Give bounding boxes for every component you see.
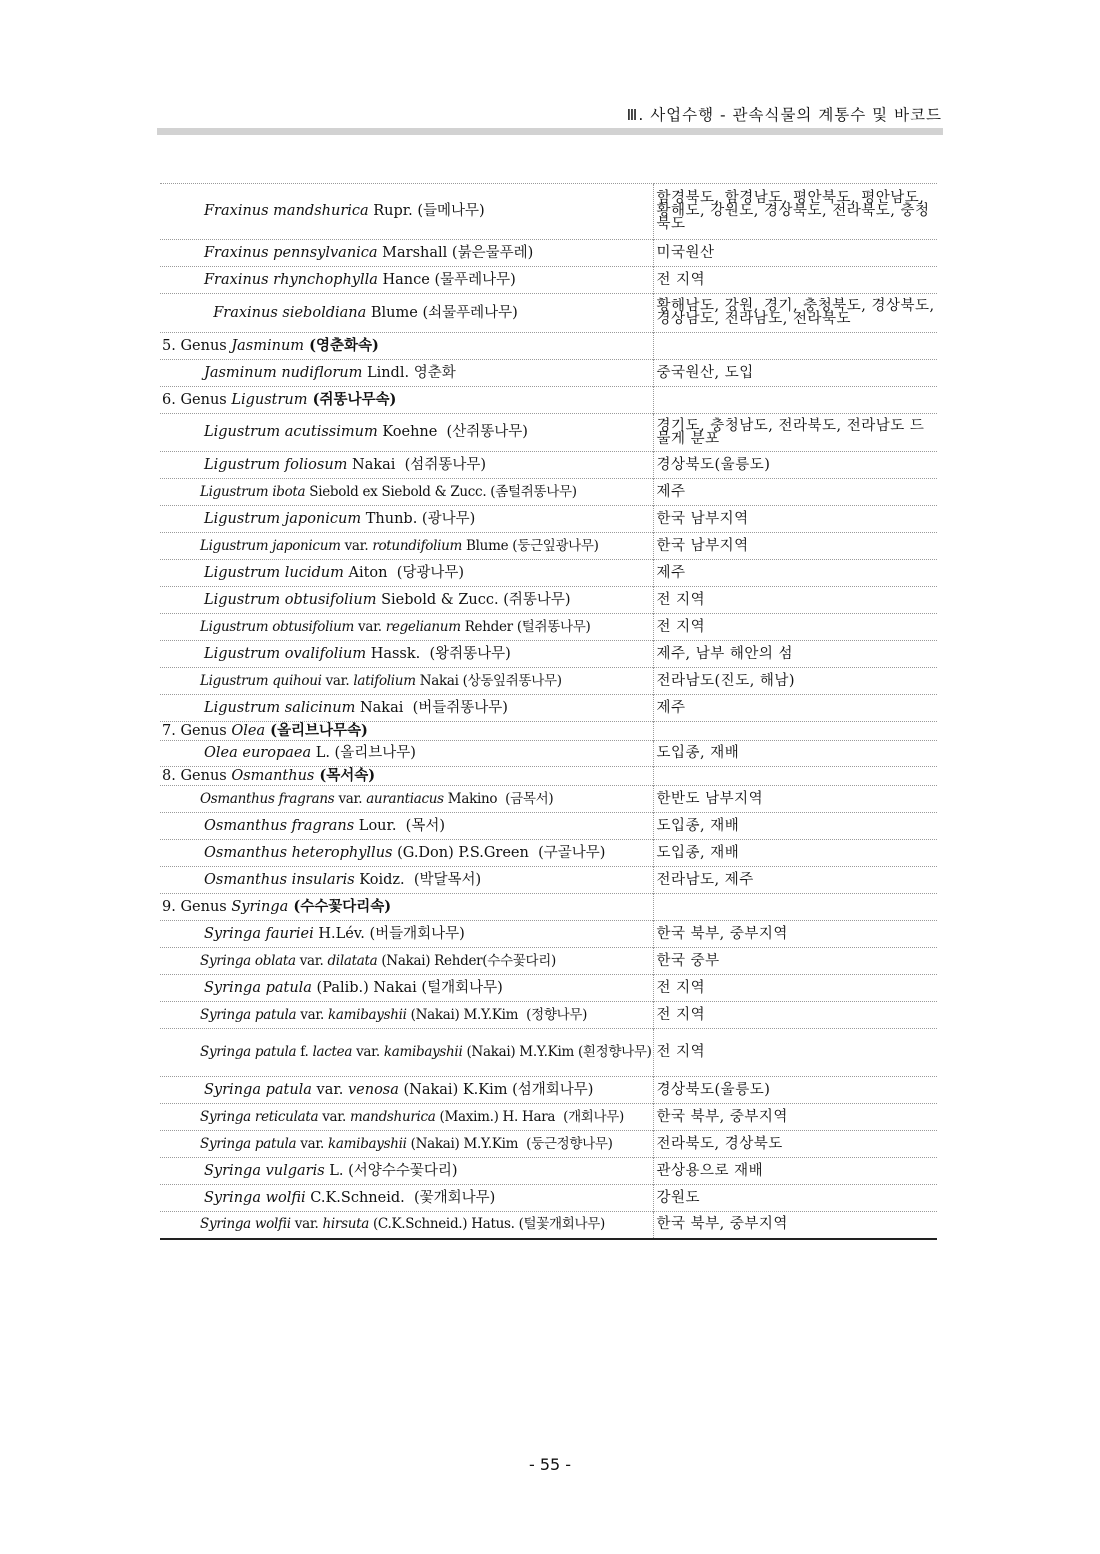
genus-row bbox=[160, 894, 937, 921]
scientific-name-part: lactea bbox=[312, 1044, 353, 1060]
species-name bbox=[160, 533, 653, 560]
name-text-part: Siebold & Zucc. (쥐똥나무) bbox=[376, 591, 571, 608]
table-row bbox=[160, 786, 937, 813]
table-row bbox=[160, 1131, 937, 1158]
genus-row bbox=[160, 722, 937, 741]
scientific-name-part: Ligustrum foliosum bbox=[204, 456, 348, 473]
species-name bbox=[160, 452, 653, 479]
table-row bbox=[160, 1002, 937, 1029]
distribution-cell: 도입종, 재배 bbox=[653, 813, 937, 840]
table-row bbox=[160, 975, 937, 1002]
distribution-cell bbox=[653, 722, 937, 741]
distribution-cell: 전 지역 bbox=[653, 1002, 937, 1029]
name-text-part: var. bbox=[290, 1216, 323, 1233]
name-text-part: L. (올리브나무) bbox=[311, 745, 416, 761]
species-name bbox=[160, 1185, 653, 1212]
species-name bbox=[160, 1029, 653, 1077]
name-text-part: var. bbox=[318, 1108, 350, 1125]
table-row bbox=[160, 1077, 937, 1104]
table-row bbox=[160, 533, 937, 560]
name-text-part: var. bbox=[321, 672, 354, 689]
distribution-cell: 한국 중부 bbox=[653, 948, 937, 975]
name-text-part: (C.K.Schneid.) Hatus. (털꽃개회나무) bbox=[368, 1216, 605, 1233]
table-row bbox=[160, 948, 937, 975]
header-rule bbox=[157, 128, 943, 135]
table-row bbox=[160, 452, 937, 479]
distribution-cell bbox=[653, 387, 937, 414]
scientific-name-part: Osmanthus insularis bbox=[204, 871, 355, 888]
name-text-part: var. bbox=[340, 537, 373, 554]
species-name bbox=[160, 1212, 653, 1239]
name-text-part: Koidz. (박달목서) bbox=[354, 871, 482, 888]
table-row bbox=[160, 506, 937, 533]
scientific-name-part: latifolium bbox=[353, 672, 416, 689]
table-row bbox=[160, 668, 937, 695]
distribution-cell bbox=[653, 333, 937, 360]
scientific-name-part: Fraxinus rhynchophylla bbox=[204, 271, 378, 288]
species-name bbox=[160, 786, 653, 813]
name-text-part: var. bbox=[296, 1135, 329, 1152]
distribution-cell: 한국 북부, 중부지역 bbox=[653, 921, 937, 948]
genus-name bbox=[160, 387, 653, 414]
name-text-part: (Palib.) Nakai (털개회나무) bbox=[311, 979, 503, 996]
table-row bbox=[160, 641, 937, 668]
table-row bbox=[160, 840, 937, 867]
scientific-name-part: Ligustrum japonicum bbox=[200, 537, 341, 554]
genus-row bbox=[160, 333, 937, 360]
table-row bbox=[160, 695, 937, 722]
scientific-name-part: Fraxinus sieboldiana bbox=[204, 304, 367, 321]
distribution-cell: 한국 북부, 중부지역 bbox=[653, 1212, 937, 1239]
distribution-cell: 경기도, 충청남도, 전라북도, 전라남도 드물게 분포 bbox=[653, 414, 937, 452]
name-text-part: var. bbox=[354, 618, 386, 635]
species-name bbox=[160, 975, 653, 1002]
distribution-cell: 제주, 남부 해안의 섬 bbox=[653, 641, 937, 668]
scientific-name-part: Syringa vulgaris bbox=[204, 1162, 325, 1179]
distribution-cell: 전 지역 bbox=[653, 587, 937, 614]
scientific-name-part: Jasminum bbox=[231, 338, 305, 354]
table-row bbox=[160, 184, 937, 240]
species-name bbox=[160, 1158, 653, 1185]
name-text-part: 9. Genus bbox=[162, 899, 232, 915]
name-text-part: Rehder (털쥐똥나무) bbox=[460, 618, 591, 635]
species-name bbox=[160, 948, 653, 975]
species-name bbox=[160, 695, 653, 722]
scientific-name-part: Syringa patula bbox=[200, 1044, 297, 1060]
species-name bbox=[160, 813, 653, 840]
name-text-part: (쥐똥나무속) bbox=[307, 391, 397, 408]
species-name bbox=[160, 1077, 653, 1104]
species-name bbox=[160, 840, 653, 867]
scientific-name-part: Ligustrum lucidum bbox=[204, 564, 344, 581]
scientific-name-part: dilatata bbox=[327, 952, 378, 969]
scientific-name-part: Syringa fauriei bbox=[204, 925, 314, 942]
species-table bbox=[160, 183, 937, 1240]
name-text-part: var. bbox=[352, 1044, 384, 1060]
name-text-part: f. bbox=[296, 1044, 313, 1060]
name-text-part: (올리브나무속) bbox=[265, 722, 368, 739]
name-text-part: Blume (쇠물푸레나무) bbox=[366, 304, 518, 321]
distribution-cell bbox=[653, 767, 937, 786]
distribution-cell bbox=[653, 894, 937, 921]
species-name bbox=[160, 587, 653, 614]
distribution-cell: 제주 bbox=[653, 695, 937, 722]
name-text-part: (Nakai) M.Y.Kim (흰정향나무) bbox=[462, 1044, 652, 1060]
species-name bbox=[160, 867, 653, 894]
name-text-part: var. bbox=[311, 1081, 348, 1098]
scientific-name-part: Osmanthus heterophyllus bbox=[204, 844, 393, 861]
scientific-name-part: kamibayshii bbox=[383, 1044, 463, 1060]
scientific-name-part: Syringa bbox=[231, 899, 289, 915]
scientific-name-part: aurantiacus bbox=[366, 790, 444, 807]
name-text-part: H.Lév. (버들개회나무) bbox=[313, 925, 465, 942]
table-row bbox=[160, 1185, 937, 1212]
species-name bbox=[160, 506, 653, 533]
genus-row bbox=[160, 387, 937, 414]
name-text-part: Hassk. (왕쥐똥나무) bbox=[366, 645, 511, 662]
genus-row bbox=[160, 767, 937, 786]
scientific-name-part: Syringa patula bbox=[204, 1081, 312, 1098]
species-name bbox=[160, 479, 653, 506]
table-row bbox=[160, 360, 937, 387]
table-row bbox=[160, 560, 937, 587]
name-text-part: var. bbox=[295, 952, 328, 969]
table-row bbox=[160, 813, 937, 840]
distribution-cell: 한반도 남부지역 bbox=[653, 786, 937, 813]
scientific-name-part: Ligustrum salicinum bbox=[204, 699, 356, 716]
genus-name bbox=[160, 333, 653, 360]
distribution-cell: 관상용으로 재배 bbox=[653, 1158, 937, 1185]
name-text-part: var. bbox=[296, 1006, 329, 1023]
name-text-part: 8. Genus bbox=[162, 768, 232, 784]
name-text-part: Nakai (섬쥐똥나무) bbox=[347, 456, 486, 473]
name-text-part: (수수꽃다리속) bbox=[288, 898, 392, 915]
scientific-name-part: Ligustrum obtusifolium bbox=[200, 618, 355, 635]
scientific-name-part: Osmanthus fragrans bbox=[200, 790, 335, 807]
name-text-part: Aiton (당광나무) bbox=[343, 564, 465, 581]
name-text-part: 6. Genus bbox=[162, 392, 232, 408]
scientific-name-part: Fraxinus mandshurica bbox=[204, 203, 369, 219]
name-text-part: (Nakai) K.Kim (섬개회나무) bbox=[398, 1081, 594, 1098]
species-name bbox=[160, 414, 653, 452]
scientific-name-part: Olea bbox=[231, 723, 266, 739]
table-row bbox=[160, 587, 937, 614]
species-name bbox=[160, 614, 653, 641]
scientific-name-part: Osmanthus bbox=[231, 768, 315, 784]
name-text-part: Lindl. 영춘화 bbox=[362, 364, 456, 381]
species-name bbox=[160, 1104, 653, 1131]
species-name bbox=[160, 267, 653, 294]
species-name bbox=[160, 1131, 653, 1158]
name-text-part: 7. Genus bbox=[162, 723, 232, 739]
scientific-name-part: Olea europaea bbox=[204, 745, 312, 761]
distribution-cell: 강원도 bbox=[653, 1185, 937, 1212]
name-text-part: (G.Don) P.S.Green (구골나무) bbox=[392, 844, 606, 861]
name-text-part: (Nakai) M.Y.Kim (정향나무) bbox=[406, 1006, 588, 1023]
name-text-part: L. (서양수수꽃다리) bbox=[324, 1162, 458, 1179]
name-text-part: 5. Genus bbox=[162, 338, 232, 354]
table-row bbox=[160, 1158, 937, 1185]
table-row bbox=[160, 267, 937, 294]
table-row bbox=[160, 294, 937, 333]
scientific-name-part: Ligustrum ibota bbox=[200, 483, 306, 500]
table-row bbox=[160, 1029, 937, 1077]
distribution-cell: 한국 북부, 중부지역 bbox=[653, 1104, 937, 1131]
table-row bbox=[160, 240, 937, 267]
distribution-cell: 제주 bbox=[653, 560, 937, 587]
distribution-cell: 제주 bbox=[653, 479, 937, 506]
name-text-part: (목서속) bbox=[314, 767, 376, 784]
species-table-body bbox=[160, 184, 937, 1239]
name-text-part: (영춘화속) bbox=[304, 337, 379, 354]
genus-name bbox=[160, 767, 653, 786]
species-name bbox=[160, 240, 653, 267]
scientific-name-part: Syringa patula bbox=[200, 1135, 297, 1152]
name-text-part: (Nakai) Rehder(수수꽃다리) bbox=[377, 952, 556, 969]
species-name bbox=[160, 294, 653, 333]
distribution-cell: 전라북도, 경상북도 bbox=[653, 1131, 937, 1158]
name-text-part: Blume (둥근잎광나무) bbox=[462, 537, 599, 554]
name-text-part: Nakai (버들쥐똥나무) bbox=[355, 699, 508, 716]
table-row bbox=[160, 1104, 937, 1131]
scientific-name-part: Ligustrum acutissimum bbox=[204, 424, 378, 440]
species-name bbox=[160, 560, 653, 587]
scientific-name-part: hirsuta bbox=[322, 1216, 369, 1233]
table-row bbox=[160, 1212, 937, 1239]
scientific-name-part: mandshurica bbox=[349, 1108, 436, 1125]
name-text-part: Hance (물푸레나무) bbox=[377, 271, 516, 288]
name-text-part: Lour. (목서) bbox=[354, 817, 446, 834]
genus-name bbox=[160, 894, 653, 921]
distribution-cell: 전 지역 bbox=[653, 975, 937, 1002]
name-text-part: C.K.Schneid. (꽃개회나무) bbox=[305, 1189, 496, 1206]
scientific-name-part: Osmanthus fragrans bbox=[204, 817, 355, 834]
distribution-cell: 전라남도, 제주 bbox=[653, 867, 937, 894]
distribution-cell: 전 지역 bbox=[653, 1029, 937, 1077]
scientific-name-part: regelianum bbox=[385, 618, 461, 635]
species-name bbox=[160, 641, 653, 668]
species-name bbox=[160, 1002, 653, 1029]
scientific-name-part: Fraxinus pennsylvanica bbox=[204, 244, 378, 261]
name-text-part: Thunb. (광나무) bbox=[361, 510, 476, 527]
distribution-cell: 중국원산, 도입 bbox=[653, 360, 937, 387]
species-name bbox=[160, 360, 653, 387]
distribution-cell: 한국 남부지역 bbox=[653, 506, 937, 533]
distribution-cell: 경상북도(울릉도) bbox=[653, 452, 937, 479]
table-row bbox=[160, 741, 937, 767]
scientific-name-part: Syringa wolfii bbox=[200, 1216, 291, 1233]
name-text-part: var. bbox=[334, 790, 367, 807]
page-number: - 55 - bbox=[528, 1455, 572, 1474]
distribution-cell: 전라남도(진도, 해남) bbox=[653, 668, 937, 695]
name-text-part: Siebold ex Siebold & Zucc. (좀털쥐똥나무) bbox=[305, 483, 577, 500]
distribution-cell: 전 지역 bbox=[653, 614, 937, 641]
species-name bbox=[160, 741, 653, 767]
scientific-name-part: Ligustrum bbox=[231, 392, 308, 408]
name-text-part: Koehne (산쥐똥나무) bbox=[377, 424, 528, 440]
scientific-name-part: Syringa wolfii bbox=[204, 1189, 306, 1206]
distribution-cell: 도입종, 재배 bbox=[653, 840, 937, 867]
scientific-name-part: Jasminum nudiflorum bbox=[204, 364, 363, 381]
scientific-name-part: Syringa patula bbox=[204, 979, 312, 996]
table-row bbox=[160, 414, 937, 452]
species-name bbox=[160, 668, 653, 695]
scientific-name-part: venosa bbox=[347, 1081, 399, 1098]
scientific-name-part: Ligustrum japonicum bbox=[204, 510, 362, 527]
distribution-cell: 도입종, 재배 bbox=[653, 741, 937, 767]
distribution-cell: 황해남도, 강원, 경기, 충청북도, 경상북도, 경상남도, 전라남도, 전라북도 bbox=[653, 294, 937, 333]
scientific-name-part: kamibayshii bbox=[328, 1006, 407, 1023]
name-text-part: Makino (금목서) bbox=[443, 790, 554, 807]
distribution-cell: 경상북도(울릉도) bbox=[653, 1077, 937, 1104]
distribution-cell: 함경북도, 함경남도, 평안북도, 평안남도, 황해도, 강원도, 경상북도, 전라북도, 충청북도 bbox=[653, 184, 937, 240]
genus-name bbox=[160, 722, 653, 741]
distribution-cell: 한국 남부지역 bbox=[653, 533, 937, 560]
scientific-name-part: kamibayshii bbox=[328, 1135, 407, 1152]
table-row bbox=[160, 867, 937, 894]
table-row bbox=[160, 479, 937, 506]
name-text-part: (Maxim.) H. Hara (개회나무) bbox=[435, 1108, 625, 1125]
scientific-name-part: Ligustrum obtusifolium bbox=[204, 591, 377, 608]
species-name bbox=[160, 921, 653, 948]
species-name bbox=[160, 184, 653, 240]
distribution-cell: 전 지역 bbox=[653, 267, 937, 294]
name-text-part: Rupr. (들메나무) bbox=[368, 203, 485, 219]
table-row bbox=[160, 614, 937, 641]
scientific-name-part: Syringa oblata bbox=[200, 952, 296, 969]
scientific-name-part: Ligustrum quihoui bbox=[200, 672, 322, 689]
page-header-title: Ⅲ. 사업수행 - 관속식물의 계통수 및 바코드 bbox=[626, 106, 942, 124]
name-text-part: (Nakai) M.Y.Kim (둥근정향나무) bbox=[406, 1135, 613, 1152]
scientific-name-part: Syringa reticulata bbox=[200, 1108, 319, 1125]
distribution-cell: 미국원산 bbox=[653, 240, 937, 267]
table-row bbox=[160, 921, 937, 948]
scientific-name-part: rotundifolium bbox=[372, 537, 463, 554]
name-text-part: Nakai (상동잎쥐똥나무) bbox=[415, 672, 562, 689]
scientific-name-part: Ligustrum ovalifolium bbox=[204, 645, 367, 662]
name-text-part: Marshall (붉은물푸레) bbox=[377, 244, 534, 261]
scientific-name-part: Syringa patula bbox=[200, 1006, 297, 1023]
